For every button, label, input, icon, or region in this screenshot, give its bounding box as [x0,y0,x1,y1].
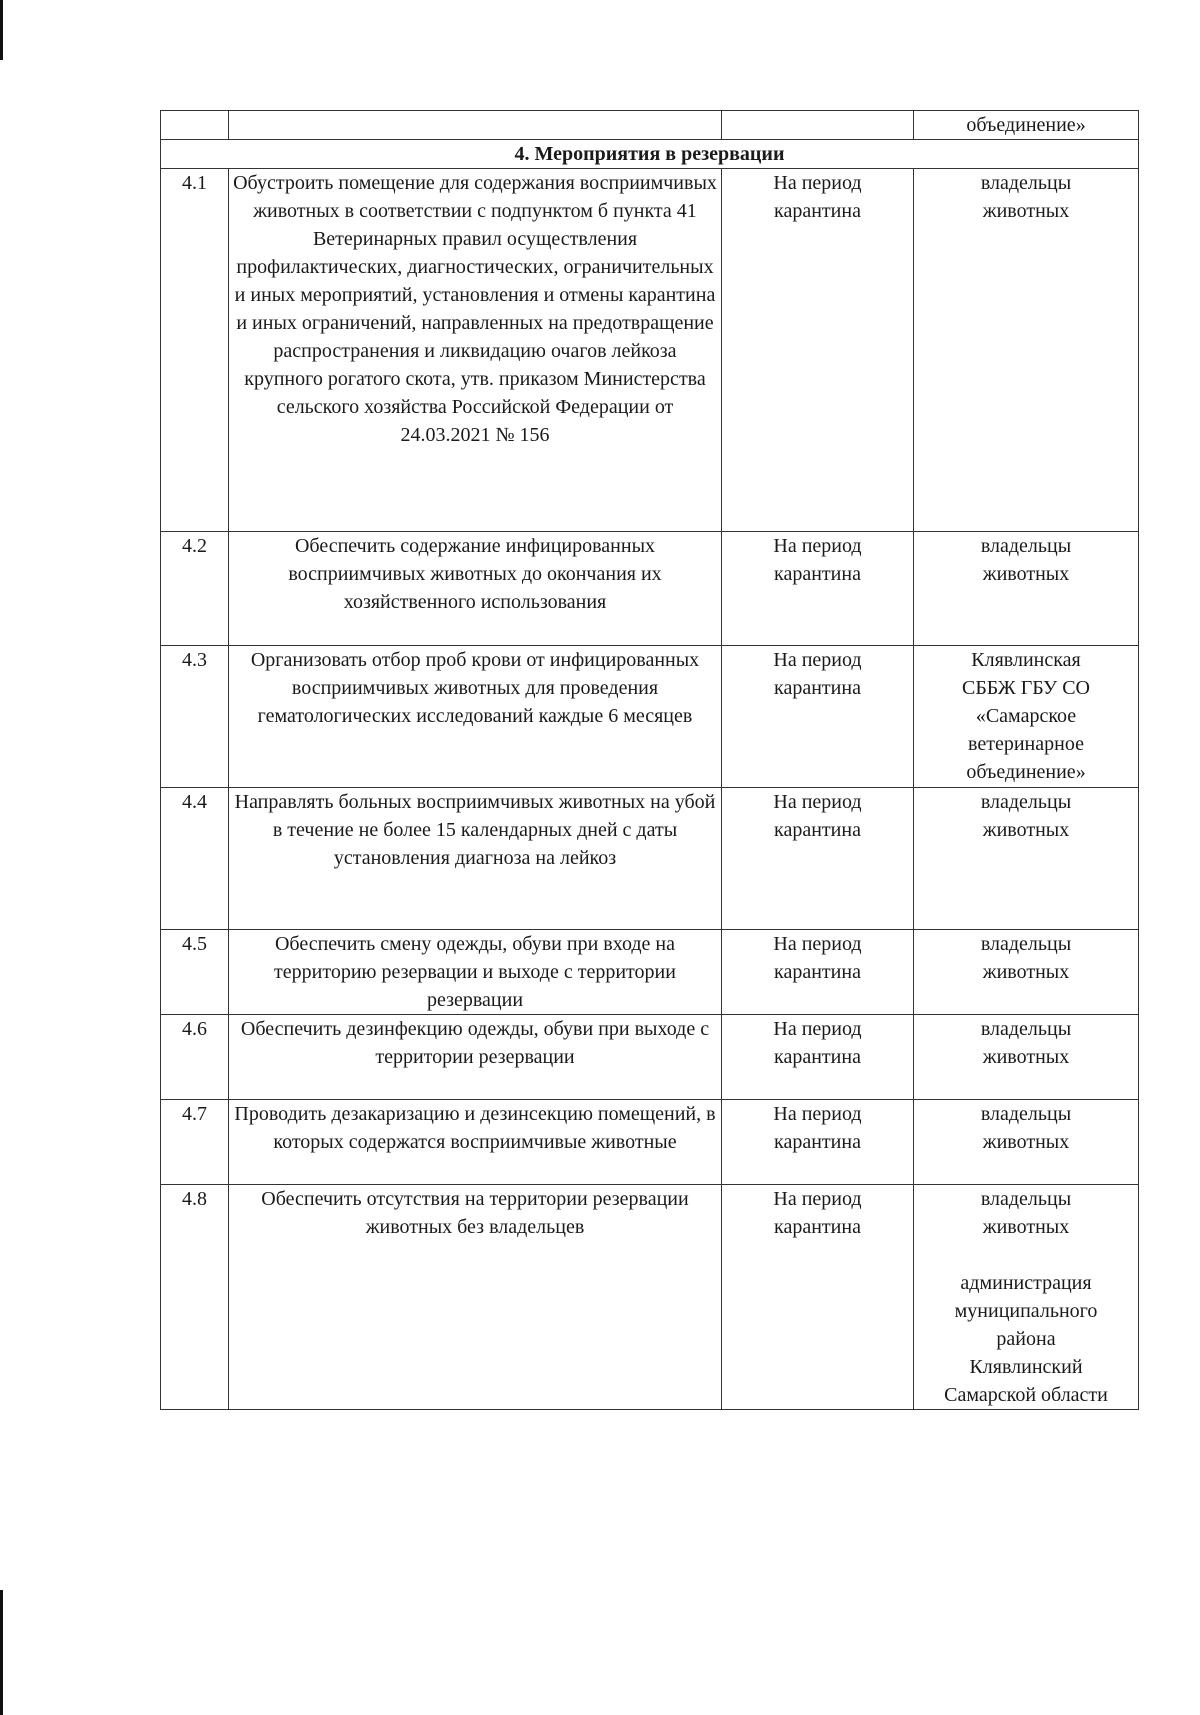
responsible-line: «Самарское [975,705,1077,727]
table-row [161,1100,1139,1185]
responsible-line: животных [982,1131,1070,1153]
table-row [161,930,1139,1015]
measures-table [160,110,1139,1410]
row-responsible [914,1015,1139,1100]
row-number: 4.8 [161,1185,229,1410]
section-title: 4. Мероприятия в резервации [161,140,1139,169]
responsible-line: объединение» [966,761,1086,783]
responsible-line: владельцы [980,1103,1072,1125]
row-number: 4.4 [161,788,229,930]
scan-edge-mark-bottom [0,1590,3,1715]
responsible-line: муниципального [954,1300,1098,1322]
row-responsible [914,532,1139,646]
row-period [722,930,914,1015]
period-line: На период [773,535,862,557]
row-measure: Обеспечить дезинфекцию одежды, обуви при выходе с территории резервации [229,1015,722,1100]
period-line: На период [773,172,862,194]
responsible-line: владельцы [980,1018,1072,1040]
period-line: карантина [774,1046,861,1068]
cell-num [161,111,229,140]
responsible-line: животных [982,1216,1070,1238]
table-row [161,788,1139,930]
row-period [722,646,914,788]
period-line: карантина [774,200,861,222]
period-line: На период [773,1018,862,1040]
responsible-line: животных [982,961,1070,983]
period-line: карантина [774,1216,861,1238]
row-period [722,1100,914,1185]
table-row [161,532,1139,646]
responsible-line: администрация [960,1272,1092,1294]
cell-responsible [914,111,1139,140]
row-measure: Обеспечить смену одежды, обуви при входе на территорию резервации и выходе с территории резервации [229,930,722,1015]
responsible-line: животных [982,1046,1070,1068]
row-measure: Организовать отбор проб крови от инфицированных восприимчивых животных для проведения гематологических исследований каждые 6 месяцев [229,646,722,788]
responsible-line: владельцы [980,172,1072,194]
scan-edge-mark-top [0,0,3,60]
row-number: 4.5 [161,930,229,1015]
row-responsible [914,788,1139,930]
row-period [722,169,914,532]
period-line: На период [773,933,862,955]
row-measure: Обеспечить содержание инфицированных восприимчивых животных до окончания их хозяйственного использования [229,532,722,646]
table-row [161,169,1139,532]
row-number: 4.3 [161,646,229,788]
responsible-text: объединение» [966,114,1086,136]
row-number: 4.2 [161,532,229,646]
responsible-line: Клявлинский [969,1356,1083,1378]
responsible-line: ветеринарное [968,733,1084,755]
row-measure: Обеспечить отсутствия на территории резервации животных без владельцев [229,1185,722,1410]
period-line: карантина [774,1131,861,1153]
responsible-line: района [996,1328,1056,1350]
row-measure: Обустроить помещение для содержания восприимчивых животных в соответствии с подпунктом б пункта 41 Ветеринарных правил осуществления профилактических, диагностических, ограничительных и иных мероприятий, установления и отмены карантина и иных ограничений, направленных на предотвращение распространения и ликвидацию очагов лейкоза крупного рогатого скота, утв. приказом Министерства сельского хозяйства Российской Федерации от 24.03.2021 № 156 [229,169,722,532]
period-line: На период [773,791,862,813]
table-row [161,1015,1139,1100]
responsible-line: СББЖ ГБУ СО [961,677,1091,699]
row-responsible [914,930,1139,1015]
responsible-line: Самарской области [944,1384,1108,1406]
row-responsible [914,1185,1139,1410]
row-number: 4.6 [161,1015,229,1100]
period-line: карантина [774,961,861,983]
row-number: 4.1 [161,169,229,532]
responsible-line: животных [982,200,1070,222]
responsible-line: владельцы [980,1188,1072,1210]
row-measure: Направлять больных восприимчивых животных на убой в течение не более 15 календарных дней с даты установления диагноза на лейкоз [229,788,722,930]
row-measure: Проводить дезакаризацию и дезинсекцию помещений, в которых содержатся восприимчивые животные [229,1100,722,1185]
period-line: карантина [774,819,861,841]
responsible-line: владельцы [980,535,1072,557]
period-line: карантина [774,677,861,699]
table-row [161,646,1139,788]
responsible-line: владельцы [980,791,1072,813]
period-line: карантина [774,563,861,585]
period-line: На период [773,649,862,671]
row-responsible [914,646,1139,788]
table-row-continuation [161,111,1139,140]
row-period [722,532,914,646]
row-responsible [914,1100,1139,1185]
responsible-line: владельцы [980,933,1072,955]
row-period [722,1015,914,1100]
section-header-row [161,140,1139,169]
spacer [918,1241,1134,1269]
cell-measure [229,111,722,140]
row-period [722,788,914,930]
cell-period [722,111,914,140]
period-line: На период [773,1103,862,1125]
responsible-line: животных [982,563,1070,585]
row-number: 4.7 [161,1100,229,1185]
period-line: На период [773,1188,862,1210]
responsible-line: Клявлинская [971,649,1081,671]
responsible-line: животных [982,819,1070,841]
row-period [722,1185,914,1410]
table-row [161,1185,1139,1410]
row-responsible [914,169,1139,532]
